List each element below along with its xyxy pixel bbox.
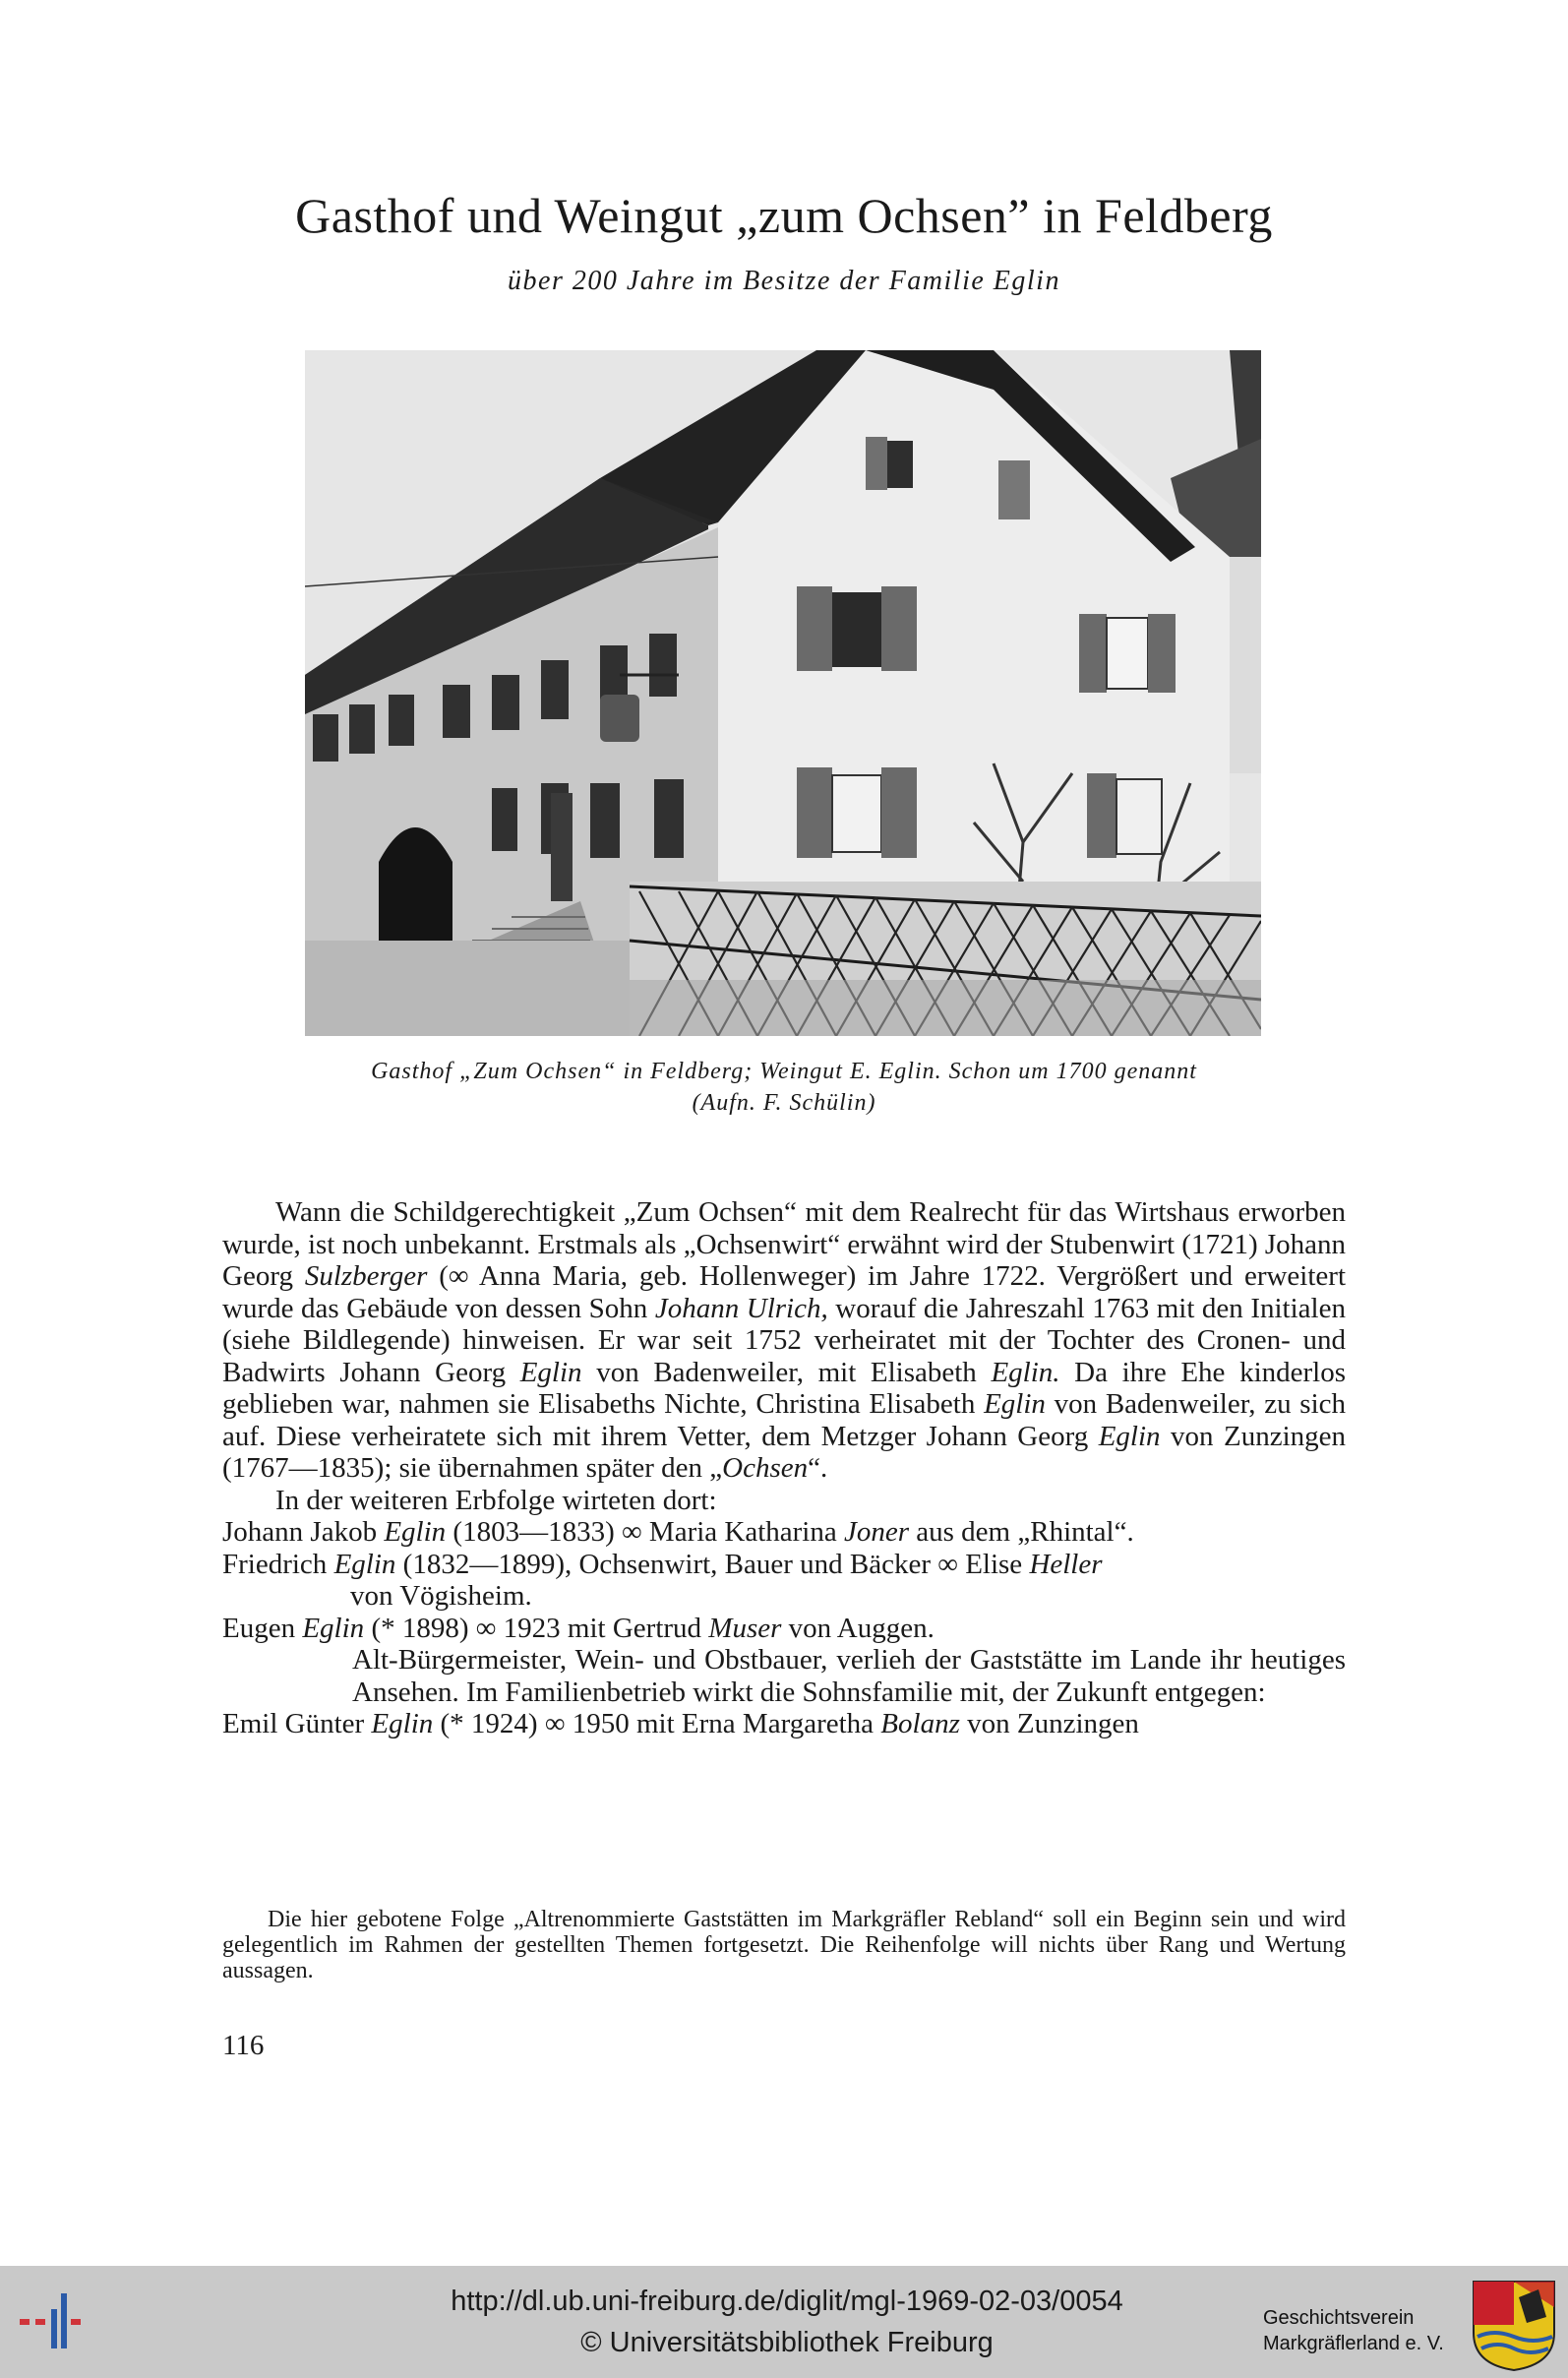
succession-friedrich bbox=[222, 1549, 1346, 1581]
text-run: Friedrich bbox=[222, 1548, 334, 1580]
text-run: von Badenweiler, zu sich auf. Diese verheiratete sich mit ihrem Vetter, dem Metzger Johann Georg bbox=[222, 1388, 1346, 1452]
series-footnote bbox=[222, 1907, 1346, 1983]
text-run: worauf die Jahreszahl 1763 mit den Initialen (siehe Bildlegende) hinweisen. Er war seit 1752 verheiratet mit der Tochter des Cronen- und Badwirts Johann Georg bbox=[222, 1292, 1346, 1388]
text-run: (* 1924) ∞ 1950 mit Erna Margaretha bbox=[433, 1708, 881, 1739]
name-emphasis: Eglin bbox=[1098, 1420, 1161, 1452]
text-run: aus dem „Rhintal“. bbox=[909, 1516, 1134, 1548]
text-run: Johann Jakob bbox=[222, 1516, 385, 1548]
page-title: Gasthof und Weingut „zum Ochsen” in Feldberg bbox=[295, 188, 1273, 243]
society-line-2: Markgräflerland e. V. bbox=[1263, 2333, 1444, 2354]
text-run: Emil Günter bbox=[222, 1708, 372, 1739]
succession-johann bbox=[222, 1516, 1346, 1549]
page-number: 116 bbox=[222, 2030, 265, 2061]
name-emphasis: Eglin bbox=[302, 1612, 365, 1644]
name-emphasis: Eglin bbox=[384, 1516, 447, 1548]
text-run: (1832—1899), Ochsenwirt, Bauer und Bäcker ∞ Elise bbox=[395, 1548, 1030, 1580]
building-photo bbox=[305, 350, 1261, 1036]
text-run: Da ihre Ehe kinderlos geblieben war, nahmen sie Elisabeths Nichte, Christina Elisabeth bbox=[222, 1356, 1346, 1420]
succession-friedrich-origin: von Vögisheim. bbox=[350, 1580, 532, 1612]
caption-line-2: (Aufn. F. Schülin) bbox=[692, 1090, 876, 1116]
photo-caption bbox=[0, 1056, 1568, 1119]
text-run: Wann die Schildgerechtigkeit „Zum Ochsen“ mit dem Realrecht für das Wirtshaus erworben wurde, ist noch unbekannt. Erstmals als „Ochsenwirt“ erwähnt wird der Stubenwirt (1721) Johann Georg bbox=[222, 1196, 1347, 1292]
library-logo-icon bbox=[18, 2289, 96, 2352]
society-line-1: Geschichtsverein bbox=[1263, 2307, 1415, 2329]
text-run: von Auggen. bbox=[781, 1612, 935, 1644]
name-emphasis: Muser bbox=[708, 1612, 782, 1644]
name-emphasis: Ochsen bbox=[722, 1452, 809, 1484]
text-run: Eugen bbox=[222, 1612, 303, 1644]
paragraph-history bbox=[222, 1196, 1346, 1485]
article-body bbox=[222, 1196, 1346, 1740]
name-emphasis: Eglin bbox=[519, 1356, 582, 1388]
coat-of-arms-icon bbox=[1470, 2278, 1558, 2372]
name-emphasis: Eglin. bbox=[991, 1356, 1060, 1388]
footnote-text: Die hier gebotene Folge „Altrenommierte Gaststätten im Markgräfler Rebland“ soll ein Beginn sein und wird gelegentlich im Rahmen der gestellten Themen fortgesetzt. Die Reihenfolge will nichts über Rang und Wertung aussagen. bbox=[222, 1907, 1346, 1983]
footer-bar bbox=[0, 2266, 1568, 2378]
text-run: (∞ Anna Maria, geb. Hollenweger) im Jahre 1722. Vergrößert und erweitert wurde das Gebäude von dessen Sohn bbox=[222, 1260, 1346, 1324]
text-run: (1803—1833) ∞ Maria Katharina bbox=[446, 1516, 844, 1548]
caption-line-1: Gasthof „Zum Ochsen“ in Feldberg; Weingut E. Eglin. Schon um 1700 genannt bbox=[371, 1059, 1197, 1084]
permalink-url[interactable]: http://dl.ub.uni-freiburg.de/diglit/mgl-1969-02-03/0054 bbox=[451, 2286, 1123, 2317]
name-emphasis: Eglin bbox=[984, 1388, 1046, 1420]
text-run: von Badenweiler, mit Elisabeth bbox=[581, 1356, 992, 1388]
society-name bbox=[1263, 2305, 1444, 2356]
text-run: von Zunzingen (1767—1835); sie übernahmen später den „ bbox=[222, 1420, 1347, 1484]
copyright-notice: © Universitätsbibliothek Freiburg bbox=[580, 2327, 994, 2358]
text-run: (* 1898) ∞ 1923 mit Gertrud bbox=[364, 1612, 709, 1644]
name-emphasis: Sulzberger bbox=[304, 1260, 428, 1292]
page-subtitle: über 200 Jahre im Besitze der Familie Eglin bbox=[508, 266, 1060, 296]
name-emphasis: Eglin bbox=[333, 1548, 396, 1580]
succession-emil bbox=[222, 1708, 1346, 1740]
text-run: von Zunzingen bbox=[959, 1708, 1139, 1739]
name-emphasis: Heller bbox=[1029, 1548, 1103, 1580]
name-emphasis: Johann Ulrich, bbox=[654, 1292, 828, 1324]
name-emphasis: Joner bbox=[843, 1516, 910, 1548]
succession-eugen bbox=[222, 1613, 1346, 1645]
name-emphasis: Bolanz bbox=[880, 1708, 960, 1739]
name-emphasis: Eglin bbox=[371, 1708, 434, 1739]
text-run: “. bbox=[808, 1452, 828, 1484]
paragraph-succession-intro: In der weiteren Erbfolge wirteten dort: bbox=[275, 1484, 717, 1516]
succession-eugen-note: Alt-Bürgermeister, Wein- und Obstbauer, verlieh der Gaststätte im Lande ihr heutiges Ansehen. Im Familienbetrieb wirkt die Sohnsfamilie mit, der Zukunft entgegen: bbox=[352, 1644, 1346, 1708]
